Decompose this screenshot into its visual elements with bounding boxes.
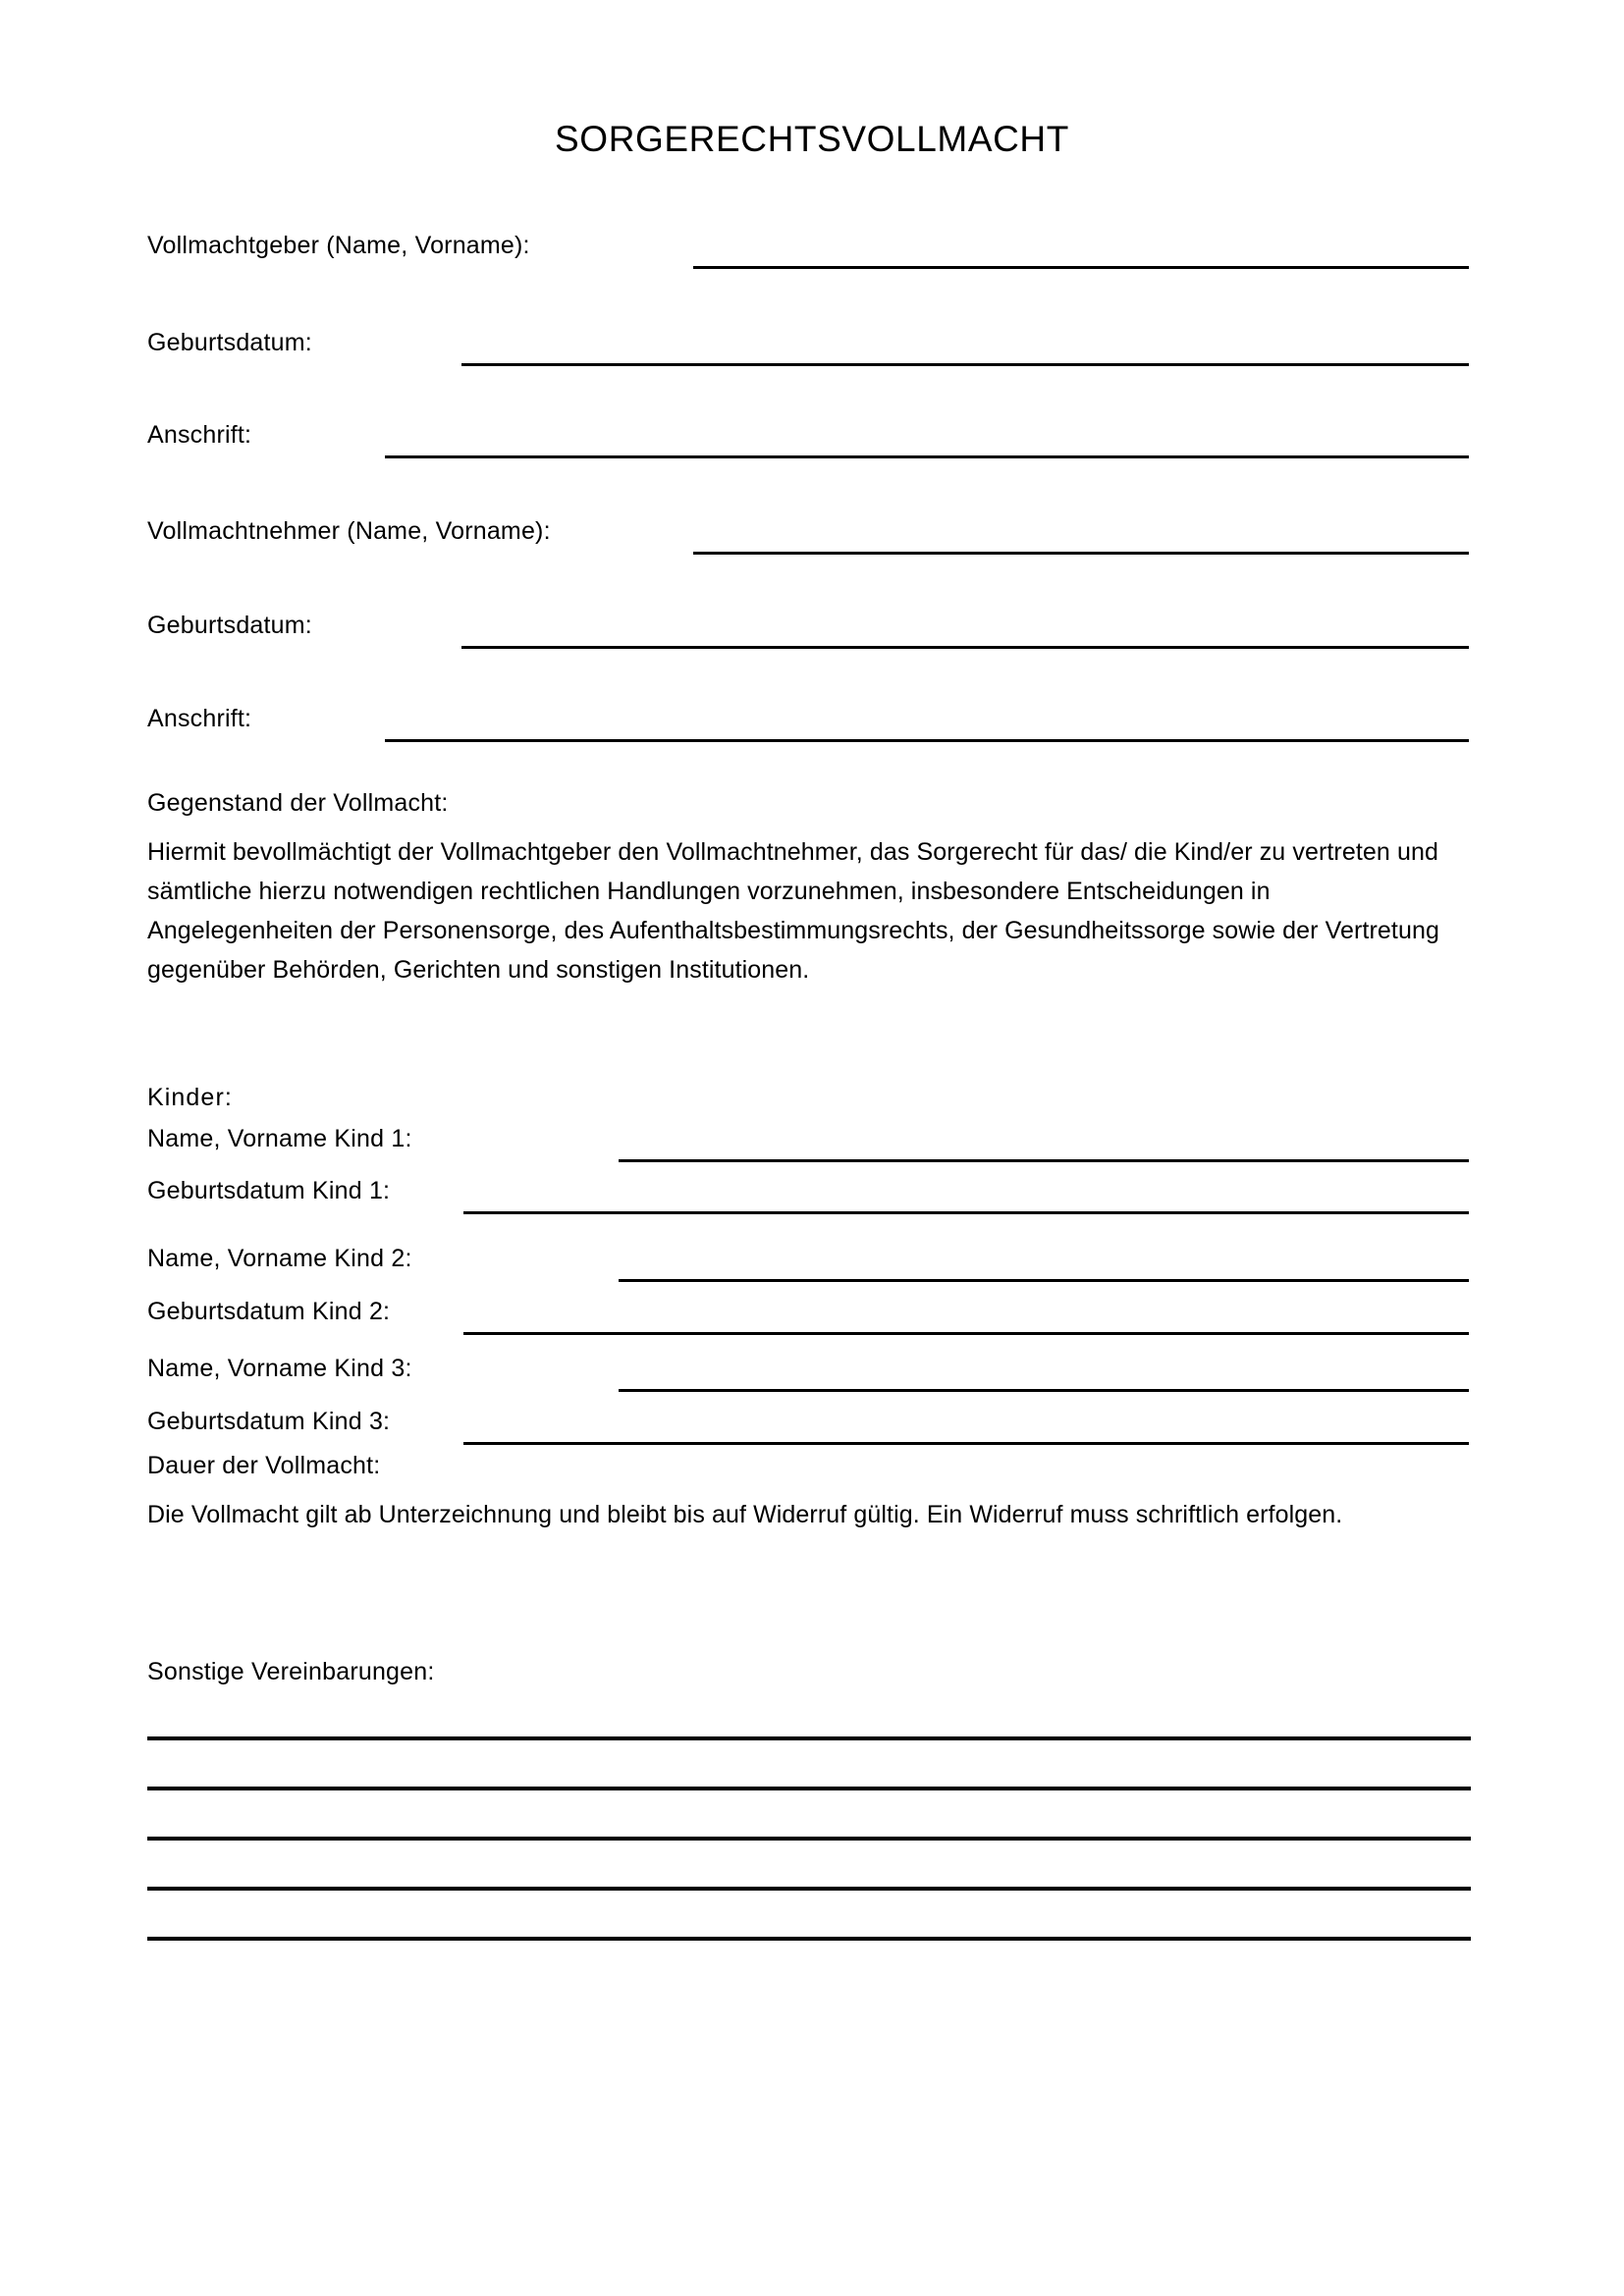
label-kind-2-geburtsdatum: Geburtsdatum Kind 2: (147, 1298, 391, 1325)
field-row-kind-3-geburtsdatum (147, 1406, 1473, 1445)
input-vollmachtgeber-geburtsdatum[interactable] (461, 363, 1469, 366)
field-row-vollmachtnehmer-geburtsdatum (147, 610, 1473, 649)
input-vollmachtnehmer-geburtsdatum[interactable] (461, 646, 1469, 649)
label-kind-1-name: Name, Vorname Kind 1: (147, 1125, 412, 1152)
label-kind-1-geburtsdatum: Geburtsdatum Kind 1: (147, 1177, 391, 1204)
label-kind-2-name: Name, Vorname Kind 2: (147, 1245, 412, 1272)
field-row-kind-2-name (147, 1243, 1473, 1282)
field-row-vollmachtgeber-anschrift (147, 419, 1473, 458)
field-row-vollmachtgeber-name (147, 230, 1473, 269)
heading-dauer-der-vollmacht: Dauer der Vollmacht: (147, 1452, 381, 1479)
paragraph-dauer-der-vollmacht: Die Vollmacht gilt ab Unterzeichnung und bleibt bis auf Widerruf gültig. Ein Widerruf muss schriftlich erfolgen. (147, 1501, 1343, 1528)
input-vollmachtgeber-anschrift[interactable] (385, 455, 1469, 458)
input-vollmachtnehmer-anschrift[interactable] (385, 739, 1469, 742)
field-row-kind-3-name (147, 1353, 1473, 1392)
field-row-kind-2-geburtsdatum (147, 1296, 1473, 1335)
label-vollmachtgeber-geburtsdatum: Geburtsdatum: (147, 329, 312, 356)
input-kind-3-name[interactable] (619, 1389, 1469, 1392)
input-vollmachtnehmer-name[interactable] (693, 552, 1469, 555)
input-kind-1-name[interactable] (619, 1159, 1469, 1162)
input-kind-2-name[interactable] (619, 1279, 1469, 1282)
input-kind-1-geburtsdatum[interactable] (463, 1211, 1469, 1214)
field-row-kind-1-name (147, 1123, 1473, 1162)
label-vollmachtnehmer-geburtsdatum: Geburtsdatum: (147, 612, 312, 639)
input-sonstige-vereinbarungen-line-5[interactable] (147, 1937, 1471, 1941)
heading-gegenstand-der-vollmacht: Gegenstand der Vollmacht: (147, 789, 449, 817)
paragraph-gegenstand-der-vollmacht: Hiermit bevollmächtigt der Vollmachtgeber den Vollmachtnehmer, das Sorgerecht für das/ die Kind/er zu vertreten und sämtliche hierzu notwendigen rechtlichen Handlungen vorzunehmen, insbesondere Entscheidungen in Angelegenheiten der Personensorge, des Aufenthaltsbestimmungsrechts, der Gesundheitssorge sowie der Vertretung gegenüber Behörden, Gerichten und sonstigen Institutionen. (147, 838, 1439, 984)
input-sonstige-vereinbarungen-line-4[interactable] (147, 1887, 1471, 1891)
heading-sonstige-vereinbarungen: Sonstige Vereinbarungen: (147, 1658, 435, 1685)
input-sonstige-vereinbarungen-line-2[interactable] (147, 1787, 1471, 1790)
input-sonstige-vereinbarungen-line-3[interactable] (147, 1837, 1471, 1841)
label-vollmachtgeber-name: Vollmachtgeber (Name, Vorname): (147, 232, 530, 259)
field-row-vollmachtgeber-geburtsdatum (147, 327, 1473, 366)
input-kind-2-geburtsdatum[interactable] (463, 1332, 1469, 1335)
field-row-vollmachtnehmer-anschrift (147, 703, 1473, 742)
field-row-vollmachtnehmer-name (147, 515, 1473, 555)
label-vollmachtnehmer-name: Vollmachtnehmer (Name, Vorname): (147, 517, 551, 545)
input-sonstige-vereinbarungen-line-1[interactable] (147, 1736, 1471, 1740)
label-kind-3-name: Name, Vorname Kind 3: (147, 1355, 412, 1382)
heading-kinder: Kinder: (147, 1084, 233, 1111)
input-kind-3-geburtsdatum[interactable] (463, 1442, 1469, 1445)
page-title: SORGERECHTSVOLLMACHT (555, 119, 1069, 159)
input-vollmachtgeber-name[interactable] (693, 266, 1469, 269)
label-kind-3-geburtsdatum: Geburtsdatum Kind 3: (147, 1408, 391, 1435)
label-vollmachtnehmer-anschrift: Anschrift: (147, 705, 252, 732)
label-vollmachtgeber-anschrift: Anschrift: (147, 421, 252, 449)
field-row-kind-1-geburtsdatum (147, 1175, 1473, 1214)
